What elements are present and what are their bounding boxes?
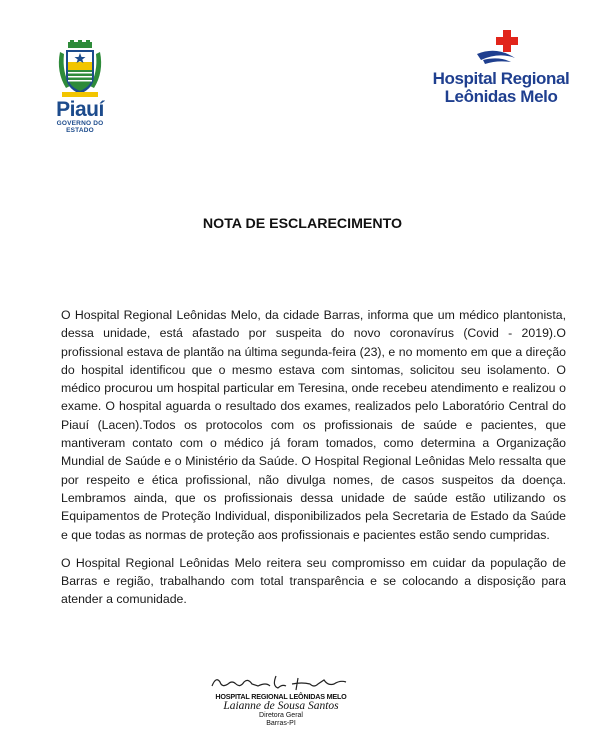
hospital-logo	[426, 28, 576, 106]
body-paragraph-1: O Hospital Regional Leônidas Melo, da cidade Barras, informa que um médico plantonista, dessa unidade, está afastado por suspeita do novo coronavírus (Covid - 2019).O profissional estava de plantão na última segunda-feira (23), e no momento em que a direção do hospital identificou que o mesmo estava com sintomas, solicitou seu isolamento. O médico procurou um hospital particular em Teresina, onde recebeu atendimento e realizou o exame. O hospital aguarda o resultado dos exames, realizados pelo Laboratório Central do Piauí (Lacen).Todos os protocolos com os profissionais de saúde e pacientes, que mantiveram contato com o médico já foram tomados, como determina a Organização Mundial de Saúde e o Ministério da Saúde. O Hospital Regional Leônidas Melo ressalta que por respeito e ética profissional, não divulga nomes, de casos suspeitos da doença. Lembramos ainda, que os profissionais dessa unidade de saúde estão utilizando os Equipamentos de Proteção Individual, disponibilizados pela Secretaria de Estado da Saúde e que todas as normas de proteção aos profissionais e pacientes estão sendo cumpridas.	[61, 308, 566, 542]
hospital-logo-line1: Hospital Regional	[432, 69, 570, 88]
document-body	[61, 306, 566, 609]
body-paragraph-2: O Hospital Regional Leônidas Melo reitera seu compromisso em cuidar da população de Barras e região, trabalhando com total transparência e se colocando a disposição para atender a comunidade.	[61, 555, 566, 607]
logo-government-subtitle: GOVERNO DO ESTADO	[56, 120, 104, 134]
handwritten-signature-icon	[206, 672, 356, 694]
signature-block	[196, 672, 366, 728]
signature-role: Diretora Geral	[259, 712, 303, 719]
logo-state-name: Piauí	[56, 98, 104, 121]
document-title: NOTA DE ESCLARECIMENTO	[202, 216, 403, 232]
piaui-government-logo	[44, 40, 116, 134]
piaui-coat-of-arms-icon	[54, 40, 106, 98]
signature-person-name: Laianne de Sousa Santos	[223, 700, 339, 712]
signature-hospital-name: HOSPITAL REGIONAL LEÔNIDAS MELO	[215, 692, 347, 701]
signature-city: Barras-PI	[266, 720, 296, 727]
hospital-cross-swoosh-icon	[471, 28, 531, 66]
hospital-logo-line2: Leônidas Melo	[444, 87, 558, 106]
